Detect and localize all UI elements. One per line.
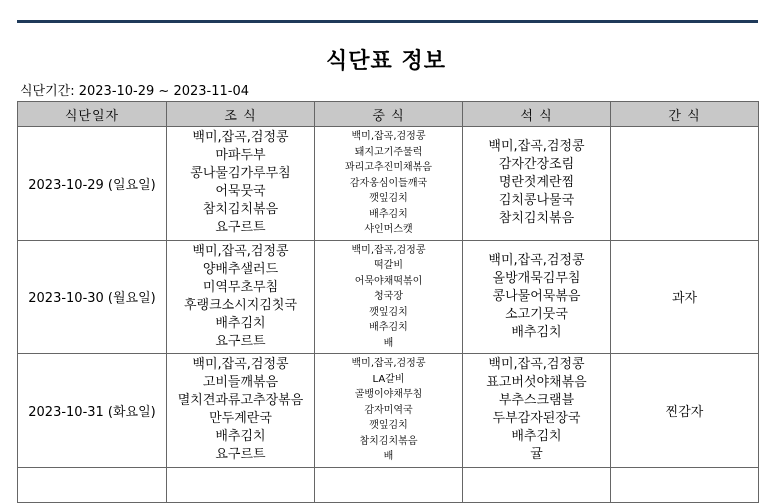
menu-item: 백미,잡곡,검정콩 — [488, 252, 585, 268]
dinner-cell — [463, 467, 611, 502]
header-date: 식단일자 — [18, 102, 167, 127]
menu-item: 돼지고기주물럭 — [354, 146, 423, 158]
menu-item: 요구르트 — [215, 220, 266, 236]
menu-item: 백미,잡곡,검정콩 — [192, 357, 289, 373]
menu-item: LA갈비 — [372, 373, 405, 385]
lunch-cell — [315, 240, 463, 354]
menu-item: 백미,잡곡,검정콩 — [351, 358, 426, 369]
breakfast-cell — [167, 127, 315, 241]
menu-item: 깻잎김치 — [369, 193, 408, 204]
menu-item: 배추김치 — [215, 429, 266, 445]
menu-item: 배 — [383, 337, 394, 349]
menu-item: 배추김치 — [215, 315, 266, 331]
breakfast-cell — [167, 240, 315, 354]
lunch-cell — [315, 354, 463, 468]
menu-item: 올방개묵김무침 — [492, 270, 581, 286]
meal-table — [17, 101, 759, 503]
header-snack: 간 식 — [611, 102, 759, 127]
dinner-cell — [463, 240, 611, 354]
breakfast-cell — [167, 354, 315, 468]
menu-item: 백미,잡곡,검정콩 — [192, 130, 289, 146]
menu-item: 배추김치 — [511, 324, 562, 340]
menu-item: 깻잎김치 — [369, 306, 408, 318]
date-cell — [18, 467, 167, 502]
menu-item: 마파두부 — [215, 148, 266, 164]
date-cell: 2023-10-29 (일요일) — [18, 127, 167, 241]
menu-item: 샤인머스캣 — [364, 224, 413, 235]
menu-item: 양배추샐러드 — [202, 261, 279, 277]
date-cell: 2023-10-30 (월요일) — [18, 240, 167, 354]
table-row — [18, 127, 759, 241]
menu-item: 귤 — [530, 447, 543, 463]
menu-item: 김치콩나물국 — [498, 193, 575, 209]
menu-item: 백미,잡곡,검정콩 — [192, 243, 289, 259]
dinner-cell — [463, 127, 611, 241]
menu-item: 어묵뭇국 — [215, 184, 266, 200]
top-rule — [17, 20, 758, 23]
menu-item: 배 — [383, 451, 394, 462]
menu-item: 참치김치볶음 — [202, 202, 279, 218]
menu-item: 배추김치 — [369, 322, 408, 333]
snack-cell: 찐감자 — [611, 354, 759, 468]
menu-item: 명란젓계란찜 — [498, 175, 575, 191]
menu-item: 감자간장조림 — [498, 157, 575, 173]
snack-cell: 과자 — [611, 240, 759, 354]
header-lunch: 중 식 — [315, 102, 463, 127]
menu-item: 감자미역국 — [364, 404, 413, 416]
menu-item: 표고버섯야채볶음 — [486, 375, 587, 391]
menu-item: 어묵야채떡볶이 — [354, 275, 423, 287]
menu-item: 백미,잡곡,검정콩 — [351, 244, 426, 256]
table-header-row — [18, 102, 759, 127]
lunch-cell — [315, 127, 463, 241]
snack-cell — [611, 127, 759, 241]
menu-item: 배추김치 — [369, 208, 408, 220]
dinner-cell — [463, 354, 611, 468]
lunch-cell — [315, 467, 463, 502]
snack-cell — [611, 467, 759, 502]
menu-item: 참치김치볶음 — [359, 435, 418, 447]
menu-item: 골뱅이야채무침 — [354, 389, 423, 400]
meal-period: 식단기간: 2023-10-29 ~ 2023-11-04 — [20, 84, 250, 99]
page-title: 식단표 정보 — [326, 49, 446, 74]
menu-item: 청국장 — [374, 291, 403, 302]
menu-item: 떡갈비 — [374, 260, 403, 271]
table-row — [18, 467, 759, 502]
table-row — [18, 354, 759, 468]
menu-item: 만두계란국 — [209, 411, 272, 427]
header-dinner: 석 식 — [463, 102, 611, 127]
menu-item: 두부감자된장국 — [492, 411, 581, 427]
menu-item: 고비들깨볶음 — [202, 375, 279, 391]
menu-item: 참치김치볶음 — [498, 211, 575, 227]
menu-item: 깻잎김치 — [369, 420, 408, 431]
menu-item: 콩나물김가루무침 — [190, 166, 291, 182]
menu-item: 멸치견과류고추장볶음 — [177, 393, 304, 409]
table-row — [18, 240, 759, 354]
menu-item: 백미,잡곡,검정콩 — [351, 131, 426, 142]
menu-item: 요구르트 — [215, 333, 266, 349]
menu-item: 미역무초무침 — [202, 279, 279, 295]
menu-item: 후랭크소시지김칫국 — [183, 297, 298, 313]
menu-item: 감자옹심이들깨국 — [349, 177, 428, 189]
menu-item: 콩나물어묵볶음 — [492, 288, 581, 304]
date-cell: 2023-10-31 (화요일) — [18, 354, 167, 468]
menu-item: 배추김치 — [511, 429, 562, 445]
menu-item: 부추스크램블 — [498, 393, 575, 409]
menu-item: 백미,잡곡,검정콩 — [488, 357, 585, 373]
header-breakfast: 조 식 — [167, 102, 315, 127]
menu-item: 요구르트 — [215, 447, 266, 463]
breakfast-cell — [167, 467, 315, 502]
menu-item: 꽈리고추진미채볶음 — [345, 162, 432, 173]
menu-item: 소고기뭇국 — [505, 306, 568, 322]
menu-item: 백미,잡곡,검정콩 — [488, 139, 585, 155]
